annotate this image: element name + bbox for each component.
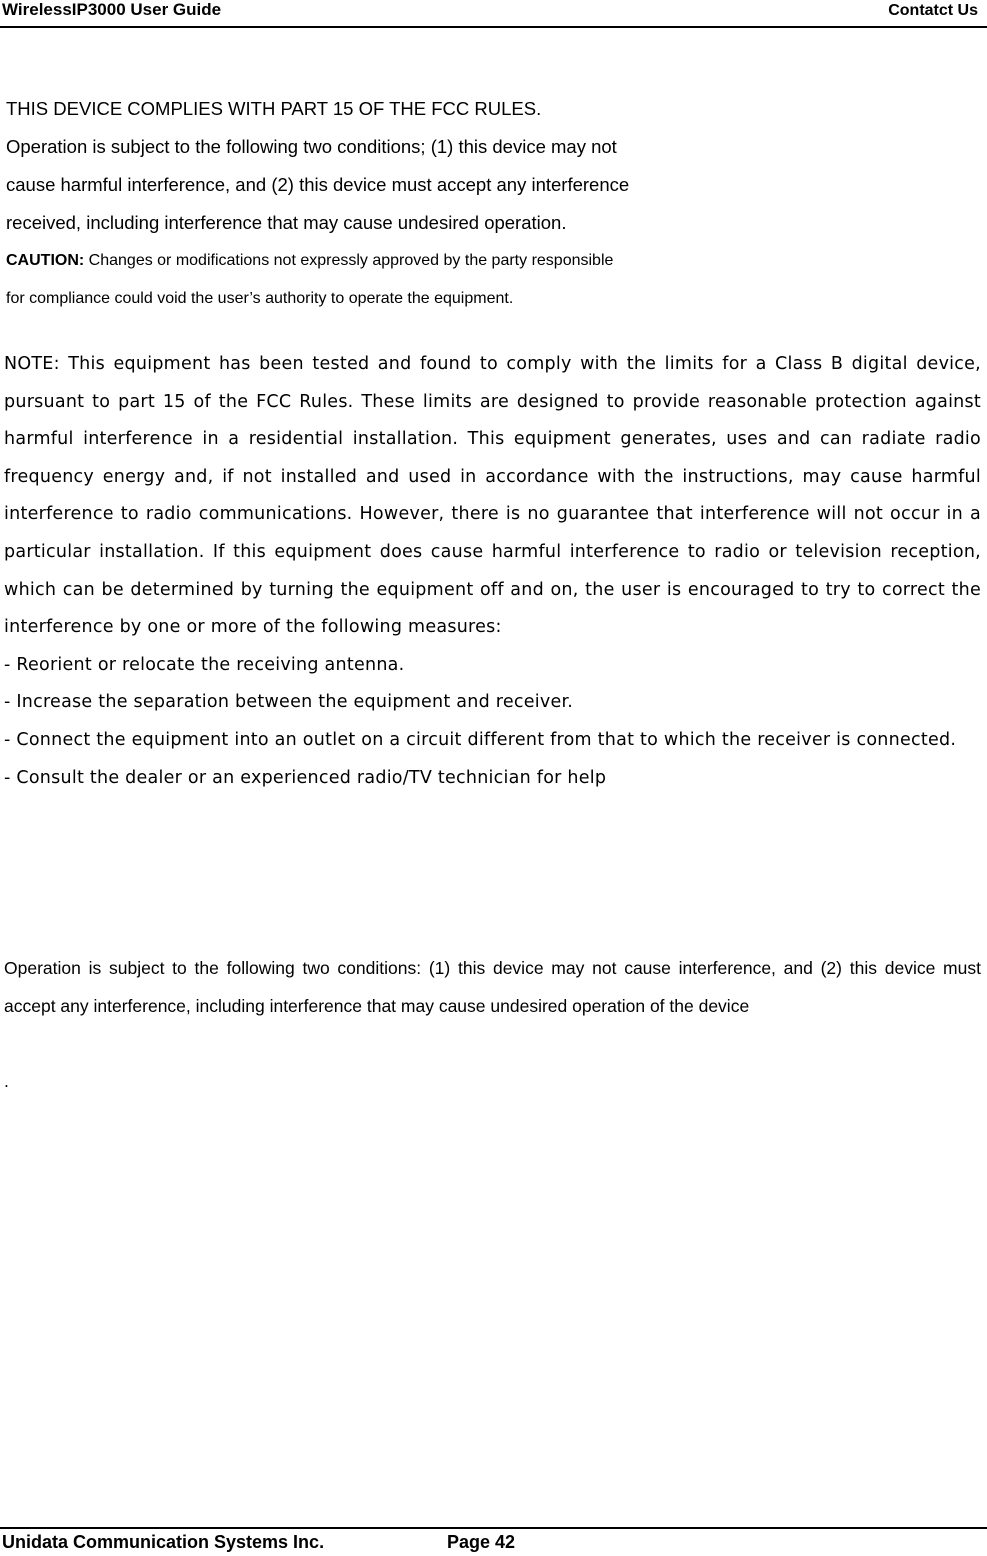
caution-text-continued: for compliance could void the user’s authority to operate the equipment.	[6, 290, 514, 307]
fcc-heading: THIS DEVICE COMPLIES WITH PART 15 OF THE FCC RULES.	[6, 98, 542, 119]
fcc-compliance-statement	[6, 90, 966, 318]
trailing-period: .	[4, 1071, 9, 1091]
fcc-text-line: cause harmful interference, and (2) this device must accept any interference	[6, 174, 630, 195]
company-name: Unidata Communication Systems Inc.	[2, 1532, 325, 1552]
fcc-text-line: received, including interference that may cause undesired operation.	[6, 212, 567, 233]
page-footer	[0, 1527, 987, 1552]
operation-paragraph: Operation is subject to the following two conditions: (1) this device may not cause interference, and (2) this device must accept any interference, including interference that may cause undesired operation of the device	[4, 958, 981, 1016]
fcc-text-line: Operation is subject to the following two conditions; (1) this device may not	[6, 136, 617, 157]
measure-item: - Reorient or relocate the receiving antenna.	[4, 654, 405, 675]
caution-label: CAUTION:	[6, 252, 85, 269]
caution-text: Changes or modifications not expressly approved by the party responsible	[84, 252, 614, 269]
measure-item: - Increase the separation between the equipment and receiver.	[4, 692, 574, 713]
operation-conditions	[4, 950, 981, 1025]
section-title: Contatct Us	[888, 2, 978, 19]
page-header	[0, 0, 987, 28]
document-title: WirelessIP3000 User Guide	[2, 0, 222, 19]
measure-item: - Connect the equipment into an outlet on a circuit different from that to which the receiver is connected.	[4, 729, 957, 750]
class-b-note	[4, 346, 981, 797]
page-number: Page 42	[447, 1532, 516, 1552]
measure-item: - Consult the dealer or an experienced radio/TV technician for help	[4, 767, 607, 788]
note-paragraph: NOTE: This equipment has been tested and found to comply with the limits for a Class B digital device, pursuant to part 15 of the FCC Rules. These limits are designed to provide reasonable protection against harmful interference in a residential installation. This equipment generates, uses and can radiate radio frequency energy and, if not installed and used in accordance with the instructions, may cause harmful interference to radio communications. However, there is no guarantee that interference will not occur in a particular installation. If this equipment does cause harmful interference to radio or television reception, which can be determined by turning the equipment off and on, the user is encouraged to try to correct the interference by one or more of the following measures:	[4, 354, 981, 638]
caution-line	[6, 242, 966, 280]
